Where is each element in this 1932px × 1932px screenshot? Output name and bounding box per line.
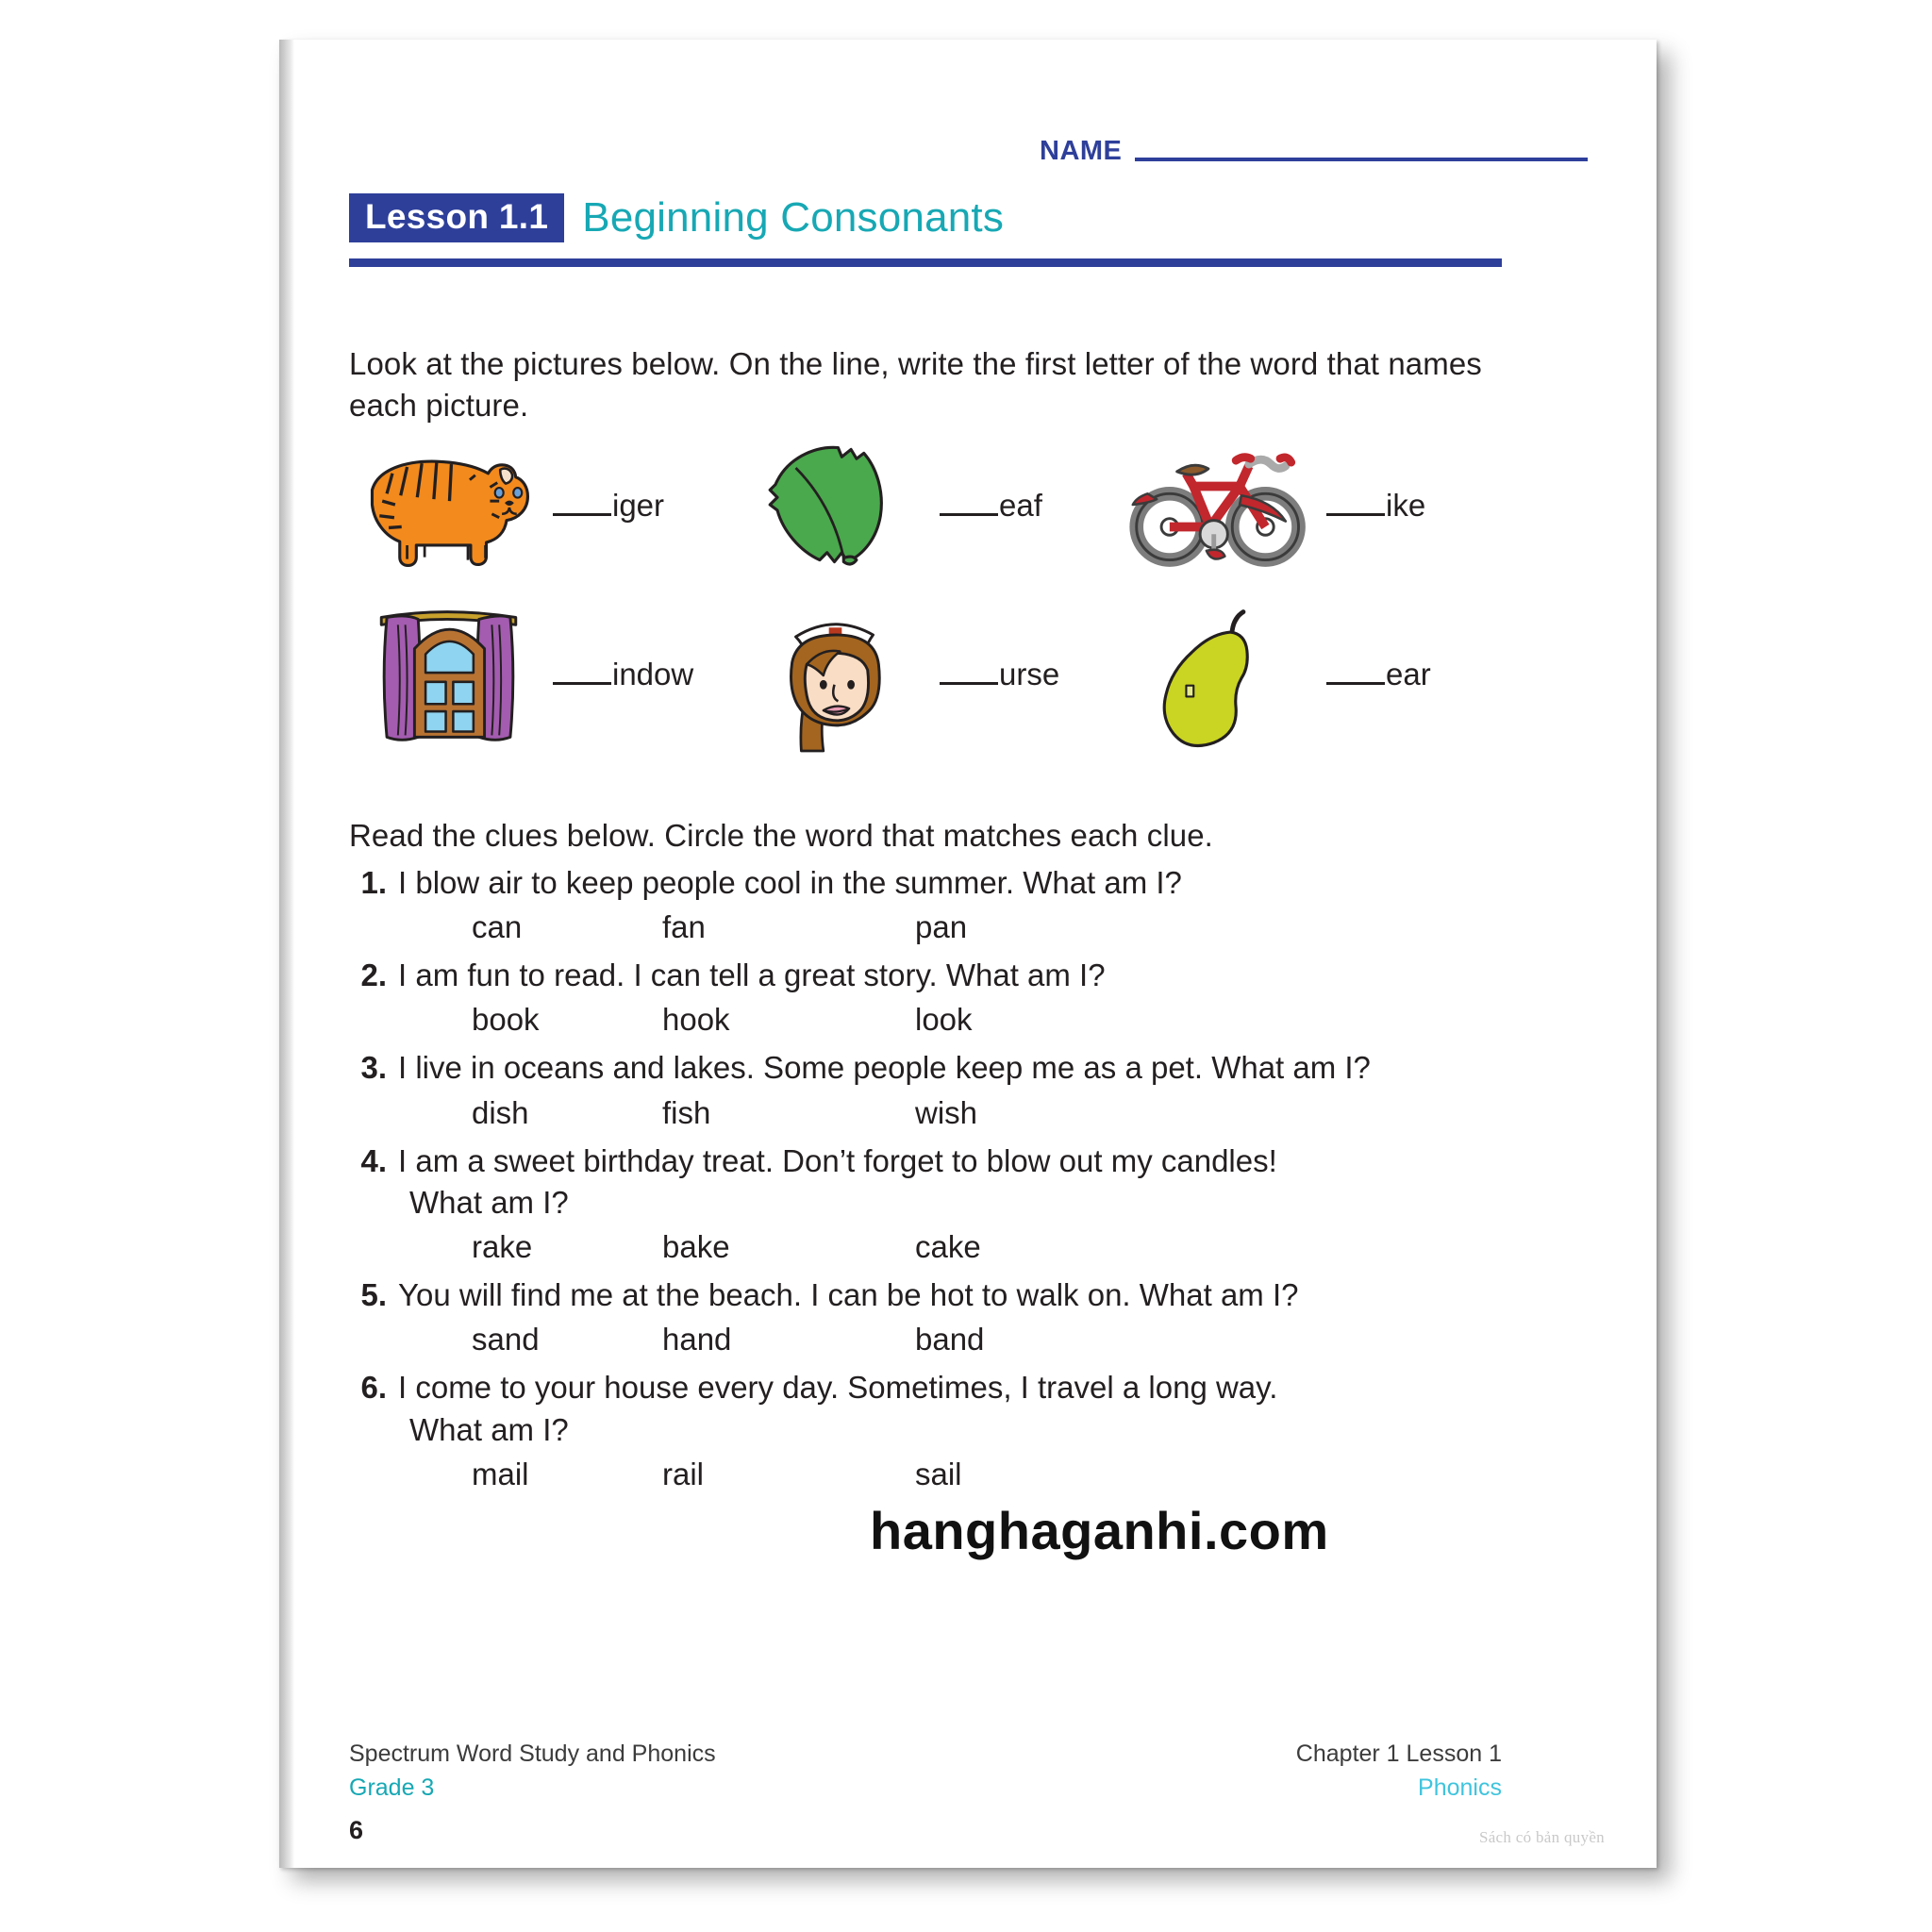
clue-item-4 (349, 1141, 1509, 1265)
page-content (341, 40, 1596, 1868)
answer-blank-pear[interactable] (1326, 657, 1431, 692)
name-label: NAME (1040, 136, 1123, 166)
answer-blank-nurse[interactable] (940, 657, 1059, 692)
clue-number: 3. (360, 1050, 387, 1086)
clue-continuation: What am I? (409, 1411, 569, 1447)
write-blank[interactable] (940, 660, 998, 685)
clue-text: I blow air to keep people cool in the summer. What am I? (398, 865, 1182, 900)
lesson-title: Beginning Consonants (582, 194, 1005, 241)
choice-option[interactable]: hook (662, 1002, 730, 1038)
page-gutter-shadow (279, 40, 294, 1868)
choice-option[interactable]: dish (472, 1094, 529, 1130)
word-suffix: ike (1386, 488, 1426, 523)
clue-text: I live in oceans and lakes. Some people keep me as a pet. What am I? (398, 1050, 1371, 1086)
choice-option[interactable]: bake (662, 1229, 730, 1265)
word-suffix: ear (1386, 657, 1431, 691)
window-icon (349, 604, 547, 745)
choice-option[interactable]: sail (915, 1456, 962, 1491)
choice-option[interactable]: sand (472, 1322, 540, 1357)
clue-choices (349, 1002, 1509, 1038)
answer-blank-bicycle[interactable] (1326, 488, 1425, 524)
lesson-badge: Lesson 1.1 (349, 193, 564, 242)
clue-continuation: What am I? (409, 1184, 569, 1220)
site-watermark: hanghaganhi.com (870, 1501, 1329, 1560)
clue-item-5 (349, 1274, 1509, 1357)
footer-chapter-lesson: Chapter 1 Lesson 1 (1295, 1740, 1502, 1767)
clue-choices (349, 1322, 1509, 1357)
clue-number: 6. (360, 1370, 387, 1406)
word-suffix: eaf (999, 488, 1042, 523)
choice-option[interactable]: book (472, 1002, 540, 1038)
clue-choices (349, 909, 1509, 945)
picture-row-2 (349, 594, 1509, 755)
word-suffix: iger (612, 488, 665, 523)
footer-left (349, 1738, 716, 1848)
clue-number: 5. (360, 1277, 387, 1313)
bicycle-icon (1123, 435, 1321, 576)
footer-section: Phonics (1418, 1774, 1502, 1801)
clue-list (349, 862, 1509, 1502)
clue-item-6 (349, 1367, 1509, 1491)
clue-text: I am a sweet birthday treat. Don’t forget to blow out my candles! (398, 1142, 1277, 1178)
choice-option[interactable]: fan (662, 909, 706, 945)
clue-choices (349, 1229, 1509, 1265)
choice-option[interactable]: mail (472, 1456, 529, 1491)
choice-option[interactable]: pan (915, 909, 968, 945)
choice-option[interactable]: look (915, 1002, 973, 1038)
clue-item-2 (349, 955, 1509, 1038)
pear-icon (1123, 604, 1321, 745)
answer-blank-window[interactable] (553, 657, 693, 692)
worksheet-page (279, 40, 1657, 1868)
instruction-part-2: Read the clues below. Circle the word that matches each clue. (349, 818, 1213, 853)
write-blank[interactable] (1326, 660, 1385, 685)
clue-number: 4. (360, 1142, 387, 1178)
picture-item-tiger (349, 435, 736, 576)
clue-text: I am fun to read. I can tell a great story. What am I? (398, 958, 1106, 993)
picture-item-bicycle (1123, 435, 1509, 576)
clue-text: You will find me at the beach. I can be hot to walk on. What am I? (398, 1277, 1299, 1313)
footer-book-title: Spectrum Word Study and Phonics (349, 1740, 716, 1767)
choice-option[interactable]: hand (662, 1322, 732, 1357)
choice-option[interactable]: fish (662, 1094, 711, 1130)
choice-option[interactable]: cake (915, 1229, 981, 1265)
write-blank[interactable] (940, 491, 998, 516)
picture-item-pear (1123, 604, 1509, 745)
choice-option[interactable]: band (915, 1322, 985, 1357)
page-number: 6 (349, 1816, 364, 1844)
lesson-header (349, 193, 1004, 242)
clue-item-3 (349, 1047, 1509, 1130)
picture-item-leaf (736, 435, 1123, 576)
clue-number: 1. (360, 865, 387, 900)
header-divider-rule (349, 258, 1502, 267)
write-blank[interactable] (553, 491, 611, 516)
clue-number: 2. (360, 958, 387, 993)
clue-choices (349, 1095, 1509, 1131)
choice-option[interactable]: rake (472, 1229, 533, 1265)
write-blank[interactable] (1326, 491, 1385, 516)
word-suffix: urse (999, 657, 1060, 691)
picture-item-window (349, 604, 736, 745)
footer-right (1296, 1738, 1502, 1805)
picture-item-nurse (736, 604, 1123, 745)
tiger-icon (349, 435, 547, 576)
nurse-icon (736, 604, 934, 745)
leaf-icon (736, 435, 934, 576)
clue-text: I come to your house every day. Sometimes, I travel a long way. (398, 1370, 1278, 1406)
name-write-line[interactable] (1135, 158, 1588, 161)
footer-grade: Grade 3 (349, 1774, 435, 1801)
clue-item-1 (349, 862, 1509, 945)
name-field-row (1040, 136, 1588, 167)
write-blank[interactable] (553, 660, 611, 685)
answer-blank-leaf[interactable] (940, 488, 1042, 524)
choice-option[interactable]: rail (662, 1456, 705, 1491)
word-suffix: indow (612, 657, 694, 691)
clue-choices (349, 1457, 1509, 1492)
answer-blank-tiger[interactable] (553, 488, 664, 524)
choice-option[interactable]: can (472, 909, 523, 945)
picture-row-1 (349, 434, 1509, 577)
choice-option[interactable]: wish (915, 1094, 978, 1130)
copyright-note: Sách có bản quyền (1478, 1828, 1605, 1846)
instruction-part-1: Look at the pictures below. On the line, write the first letter of the word that names each picture. (349, 346, 1482, 423)
